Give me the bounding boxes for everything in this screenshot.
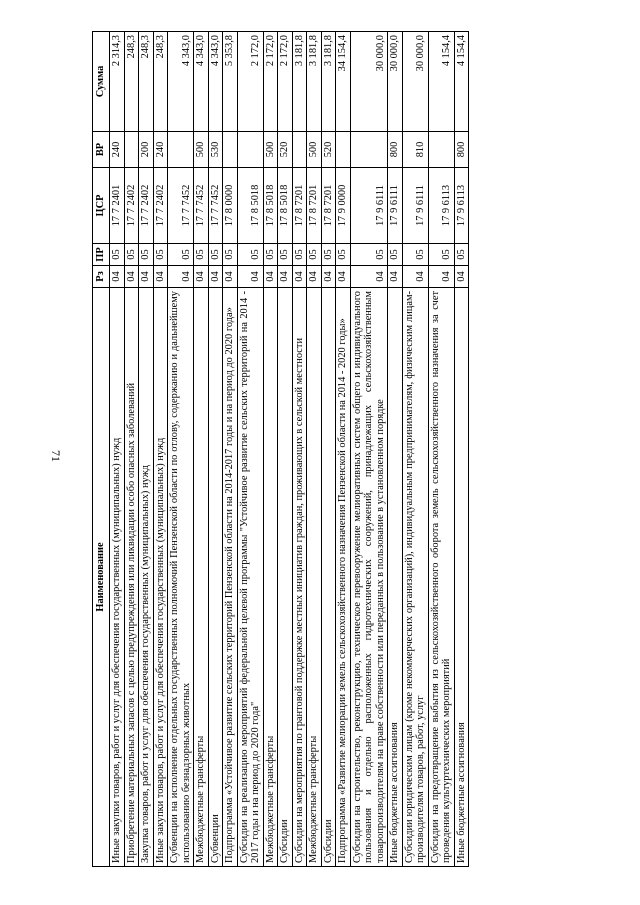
cell-csr: 17 7 7452 bbox=[168, 168, 194, 244]
cell-rz: 04 bbox=[350, 266, 388, 288]
cell-csr: 17 7 2402 bbox=[139, 168, 154, 244]
header-name: Наименование bbox=[93, 288, 110, 867]
cell-rz: 04 bbox=[454, 266, 469, 288]
cell-sum: 4 154,4 bbox=[454, 32, 469, 132]
header-sum: Сумма bbox=[93, 32, 110, 132]
cell-vr bbox=[124, 132, 139, 168]
cell-name: Субсидии юридическим лицам (кроме некоммерческих организаций), индивидуальным предпринимателям, физическим лицам-производителям товаров, работ, услуг bbox=[402, 288, 428, 867]
cell-rz: 04 bbox=[237, 266, 263, 288]
cell-pr: 05 bbox=[454, 244, 469, 266]
budget-table-container bbox=[92, 32, 564, 867]
table-row bbox=[237, 32, 263, 867]
cell-rz: 04 bbox=[321, 266, 336, 288]
cell-csr: 17 9 6113 bbox=[454, 168, 469, 244]
cell-csr: 17 7 2402 bbox=[124, 168, 139, 244]
table-row bbox=[278, 32, 293, 867]
table-row bbox=[321, 32, 336, 867]
table-row bbox=[110, 32, 125, 867]
table-row bbox=[139, 32, 154, 867]
header-csr: ЦСР bbox=[93, 168, 110, 244]
cell-sum: 4 343,0 bbox=[194, 32, 209, 132]
cell-csr: 17 9 6111 bbox=[350, 168, 388, 244]
cell-pr: 05 bbox=[168, 244, 194, 266]
header-vr: ВР bbox=[93, 132, 110, 168]
cell-rz: 04 bbox=[278, 266, 293, 288]
page-number: 71 bbox=[49, 450, 64, 462]
cell-pr: 05 bbox=[350, 244, 388, 266]
cell-vr: 810 bbox=[402, 132, 428, 168]
cell-name: Субсидии на строительство, реконструкцию, техническое перевооружение мелиоративных систем общего и индивидуального пользования и отдельно расположенных гидротехнических сооружений, принадлежащих сельскохозяйственным товаропроизводителям на праве собственности или переданных в пользование в установленном порядке bbox=[350, 288, 388, 867]
cell-name: Субсидии на предотвращение выбытия из сельскохозяйственного оборота земель сельскохозяйственного назначения за счет проведения культуртехнических мероприятий bbox=[428, 288, 454, 867]
header-pr: ПР bbox=[93, 244, 110, 266]
cell-rz: 04 bbox=[336, 266, 351, 288]
cell-sum: 4 343,0 bbox=[168, 32, 194, 132]
cell-name: Субсидии bbox=[321, 288, 336, 867]
cell-rz: 04 bbox=[139, 266, 154, 288]
cell-pr: 05 bbox=[124, 244, 139, 266]
cell-sum: 4 343,0 bbox=[208, 32, 223, 132]
cell-name: Межбюджетные трансферты bbox=[194, 288, 209, 867]
cell-name: Иные закупки товаров, работ и услуг для обеспечения государственных (муниципальных) нужд bbox=[110, 288, 125, 867]
cell-sum: 30 000,0 bbox=[388, 32, 403, 132]
table-row bbox=[307, 32, 322, 867]
table-row bbox=[388, 32, 403, 867]
table-body bbox=[110, 32, 469, 867]
cell-csr: 17 9 6111 bbox=[402, 168, 428, 244]
cell-pr: 05 bbox=[402, 244, 428, 266]
cell-name: Межбюджетные трансферты bbox=[263, 288, 278, 867]
cell-rz: 04 bbox=[292, 266, 307, 288]
table-row bbox=[454, 32, 469, 867]
cell-vr: 530 bbox=[208, 132, 223, 168]
cell-sum: 248,3 bbox=[153, 32, 168, 132]
cell-rz: 04 bbox=[124, 266, 139, 288]
cell-csr: 17 7 7452 bbox=[208, 168, 223, 244]
cell-vr: 500 bbox=[263, 132, 278, 168]
table-row bbox=[263, 32, 278, 867]
table-row bbox=[168, 32, 194, 867]
cell-name: Иные закупки товаров, работ и услуг для обеспечения государственных (муниципальных) нужд bbox=[153, 288, 168, 867]
table-row bbox=[292, 32, 307, 867]
cell-name: Межбюджетные трансферты bbox=[307, 288, 322, 867]
cell-pr: 05 bbox=[428, 244, 454, 266]
cell-vr bbox=[168, 132, 194, 168]
cell-csr: 17 7 2402 bbox=[153, 168, 168, 244]
cell-sum: 4 154,4 bbox=[428, 32, 454, 132]
cell-pr: 05 bbox=[139, 244, 154, 266]
cell-rz: 04 bbox=[110, 266, 125, 288]
table-row bbox=[208, 32, 223, 867]
header-rz: Рз bbox=[93, 266, 110, 288]
cell-sum: 2 172,0 bbox=[237, 32, 263, 132]
table-row bbox=[402, 32, 428, 867]
cell-pr: 05 bbox=[307, 244, 322, 266]
cell-sum: 30 000,0 bbox=[350, 32, 388, 132]
cell-rz: 04 bbox=[223, 266, 238, 288]
cell-csr: 17 9 6111 bbox=[388, 168, 403, 244]
cell-name: Иные бюджетные ассигнования bbox=[388, 288, 403, 867]
cell-pr: 05 bbox=[153, 244, 168, 266]
cell-vr: 240 bbox=[153, 132, 168, 168]
cell-pr: 05 bbox=[194, 244, 209, 266]
cell-pr: 05 bbox=[278, 244, 293, 266]
cell-vr: 520 bbox=[278, 132, 293, 168]
cell-rz: 04 bbox=[402, 266, 428, 288]
cell-pr: 05 bbox=[321, 244, 336, 266]
cell-csr: 17 9 0000 bbox=[336, 168, 351, 244]
cell-vr bbox=[237, 132, 263, 168]
cell-rz: 04 bbox=[153, 266, 168, 288]
cell-sum: 248,3 bbox=[124, 32, 139, 132]
cell-vr bbox=[350, 132, 388, 168]
cell-name: Субсидии на реализацию мероприятий федеральной целевой программы "Устойчивое развитие сельских территорий на 2014 - 2017 годы и на период до 2020 года" bbox=[237, 288, 263, 867]
cell-csr: 17 8 0000 bbox=[223, 168, 238, 244]
table-header-row bbox=[93, 32, 110, 867]
cell-rz: 04 bbox=[168, 266, 194, 288]
cell-sum: 2 314,3 bbox=[110, 32, 125, 132]
cell-sum: 3 181,8 bbox=[307, 32, 322, 132]
cell-rz: 04 bbox=[263, 266, 278, 288]
cell-name: Субвенции на исполнение отдельных государственных полномочий Пензенской области по отлову, содержанию и дальнейшему использованию безнадзорных животных bbox=[168, 288, 194, 867]
cell-pr: 05 bbox=[223, 244, 238, 266]
cell-pr: 05 bbox=[388, 244, 403, 266]
cell-csr: 17 7 2401 bbox=[110, 168, 125, 244]
cell-sum: 2 172,0 bbox=[278, 32, 293, 132]
cell-name: Субсидии bbox=[278, 288, 293, 867]
cell-rz: 04 bbox=[428, 266, 454, 288]
table-row bbox=[223, 32, 238, 867]
budget-table bbox=[92, 31, 469, 867]
cell-csr: 17 8 5018 bbox=[237, 168, 263, 244]
cell-pr: 05 bbox=[263, 244, 278, 266]
cell-vr: 500 bbox=[194, 132, 209, 168]
cell-name: Подпрограмма «Развитие мелиорации земель сельскохозяйственного назначения Пензенской области на 2014 - 2020 годы» bbox=[336, 288, 351, 867]
cell-vr bbox=[223, 132, 238, 168]
cell-sum: 248,3 bbox=[139, 32, 154, 132]
cell-vr: 800 bbox=[388, 132, 403, 168]
cell-vr bbox=[336, 132, 351, 168]
cell-sum: 5 353,8 bbox=[223, 32, 238, 132]
cell-vr: 500 bbox=[307, 132, 322, 168]
cell-vr: 520 bbox=[321, 132, 336, 168]
cell-name: Приобретение материальных запасов с целью предупреждения или ликвидации особо опасных заболеваний bbox=[124, 288, 139, 867]
cell-vr: 200 bbox=[139, 132, 154, 168]
cell-csr: 17 8 7201 bbox=[307, 168, 322, 244]
table-row bbox=[428, 32, 454, 867]
cell-sum: 3 181,8 bbox=[321, 32, 336, 132]
cell-rz: 04 bbox=[208, 266, 223, 288]
table-row bbox=[350, 32, 388, 867]
cell-vr: 240 bbox=[110, 132, 125, 168]
cell-name: Закупка товаров, работ и услуг для обеспечения государственных (муниципальных) нужд bbox=[139, 288, 154, 867]
cell-rz: 04 bbox=[388, 266, 403, 288]
cell-csr: 17 8 5018 bbox=[263, 168, 278, 244]
cell-sum: 3 181,8 bbox=[292, 32, 307, 132]
cell-pr: 05 bbox=[292, 244, 307, 266]
cell-csr: 17 7 7452 bbox=[194, 168, 209, 244]
cell-pr: 05 bbox=[110, 244, 125, 266]
cell-csr: 17 8 7201 bbox=[292, 168, 307, 244]
cell-name: Субсидии на мероприятия по грантовой поддержке местных инициатив граждан, проживающих в сельской местности bbox=[292, 288, 307, 867]
cell-vr bbox=[428, 132, 454, 168]
cell-sum: 2 172,0 bbox=[263, 32, 278, 132]
cell-pr: 05 bbox=[237, 244, 263, 266]
cell-name: Субвенции bbox=[208, 288, 223, 867]
cell-vr: 800 bbox=[454, 132, 469, 168]
cell-pr: 05 bbox=[208, 244, 223, 266]
table-row bbox=[194, 32, 209, 867]
cell-sum: 30 000,0 bbox=[402, 32, 428, 132]
cell-sum: 34 154,4 bbox=[336, 32, 351, 132]
cell-csr: 17 8 5018 bbox=[278, 168, 293, 244]
cell-pr: 05 bbox=[336, 244, 351, 266]
cell-vr bbox=[292, 132, 307, 168]
cell-rz: 04 bbox=[194, 266, 209, 288]
cell-csr: 17 8 7201 bbox=[321, 168, 336, 244]
cell-rz: 04 bbox=[307, 266, 322, 288]
table-row bbox=[153, 32, 168, 867]
table-row bbox=[124, 32, 139, 867]
cell-name: Иные бюджетные ассигнования bbox=[454, 288, 469, 867]
table-row bbox=[336, 32, 351, 867]
cell-name: Подпрограмма «Устойчивое развитие сельских территорий Пензенской области на 2014-2017 годы и на период до 2020 года» bbox=[223, 288, 238, 867]
cell-csr: 17 9 6113 bbox=[428, 168, 454, 244]
